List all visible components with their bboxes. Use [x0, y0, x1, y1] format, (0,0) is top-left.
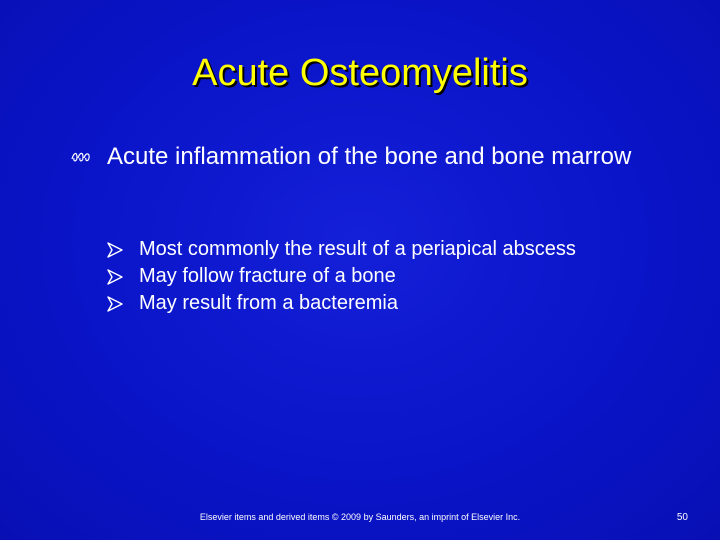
sub-bullet-text: May follow fracture of a bone — [139, 265, 396, 287]
arrow-bullet-icon — [106, 294, 124, 312]
main-bullet-text: Acute inflammation of the bone and bone marrow — [107, 143, 632, 170]
sub-bullet-list — [106, 236, 626, 317]
copyright-footer: Elsevier items and derived items © 2009 by Saunders, an imprint of Elsevier Inc. — [199, 512, 521, 522]
arrow-bullet-icon — [106, 240, 124, 258]
flourish-bullet-icon — [71, 151, 91, 165]
arrow-bullet-icon — [106, 267, 124, 285]
sub-bullet-text: May result from a bacteremia — [139, 292, 398, 314]
slide-title: Acute Osteomyelitis — [192, 52, 528, 94]
page-number: 50 — [676, 512, 688, 523]
sub-bullet-item — [106, 236, 626, 263]
sub-bullet-item — [106, 263, 626, 290]
sub-bullet-text: Most commonly the result of a periapical abscess — [139, 238, 576, 260]
sub-bullet-item — [106, 290, 626, 317]
